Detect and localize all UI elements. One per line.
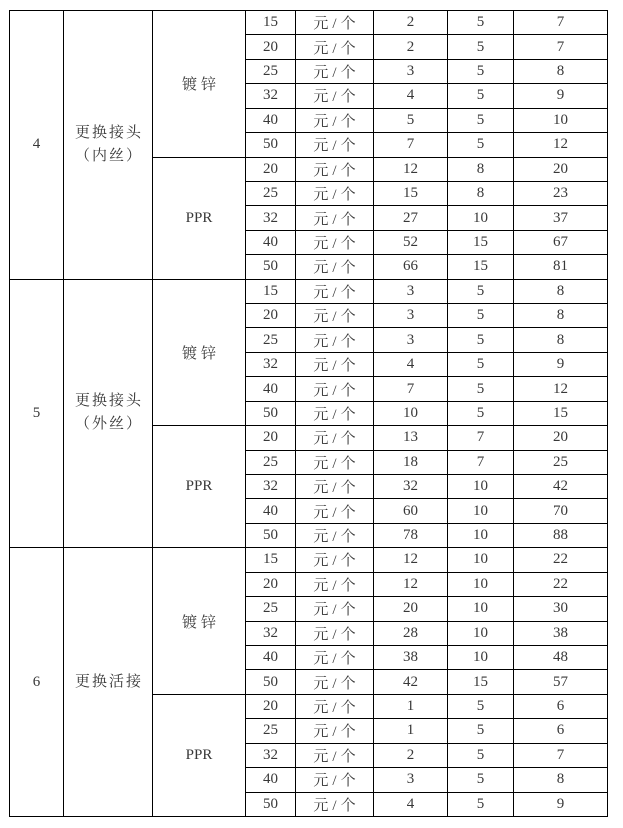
value-cell: 5 (448, 743, 514, 767)
value-cell: 5 (448, 401, 514, 425)
size-cell: 50 (246, 255, 296, 279)
size-cell: 20 (246, 694, 296, 718)
unit-cell: 元/个 (296, 352, 374, 376)
size-cell: 25 (246, 181, 296, 205)
size-cell: 40 (246, 108, 296, 132)
value-cell: 9 (514, 792, 608, 817)
value-cell: 37 (514, 206, 608, 230)
unit-cell: 元/个 (296, 768, 374, 792)
value-cell: 88 (514, 523, 608, 547)
unit-cell: 元/个 (296, 59, 374, 83)
item-name-cell (64, 548, 153, 817)
value-cell: 22 (514, 548, 608, 572)
unit-cell: 元/个 (296, 157, 374, 181)
value-cell: 8 (514, 304, 608, 328)
value-cell: 5 (448, 328, 514, 352)
value-cell: 7 (514, 35, 608, 59)
value-cell: 48 (514, 645, 608, 669)
value-cell: 12 (374, 572, 448, 596)
size-cell: 32 (246, 621, 296, 645)
size-cell: 25 (246, 450, 296, 474)
value-cell: 5 (448, 377, 514, 401)
table-row (10, 548, 608, 572)
value-cell: 5 (374, 108, 448, 132)
unit-cell: 元/个 (296, 377, 374, 401)
value-cell: 70 (514, 499, 608, 523)
unit-cell: 元/个 (296, 328, 374, 352)
size-cell: 40 (246, 499, 296, 523)
value-cell: 2 (374, 743, 448, 767)
price-table (9, 10, 608, 817)
value-cell: 5 (448, 59, 514, 83)
value-cell: 5 (448, 694, 514, 718)
value-cell: 38 (374, 645, 448, 669)
unit-cell: 元/个 (296, 279, 374, 303)
value-cell: 5 (448, 11, 514, 35)
size-cell: 50 (246, 670, 296, 694)
item-name-cell (64, 11, 153, 280)
value-cell: 15 (448, 255, 514, 279)
size-cell: 50 (246, 133, 296, 157)
value-cell: 8 (514, 279, 608, 303)
material-cell: 镀锌 (153, 11, 246, 158)
price-table-body (10, 11, 608, 817)
value-cell: 66 (374, 255, 448, 279)
unit-cell: 元/个 (296, 621, 374, 645)
material-cell: PPR (153, 157, 246, 279)
size-cell: 15 (246, 279, 296, 303)
value-cell: 10 (448, 499, 514, 523)
size-cell: 25 (246, 719, 296, 743)
value-cell: 3 (374, 768, 448, 792)
item-name-line: （外丝） (74, 416, 143, 433)
table-row (10, 279, 608, 303)
value-cell: 27 (374, 206, 448, 230)
value-cell: 8 (514, 768, 608, 792)
material-cell: PPR (153, 694, 246, 816)
value-cell: 3 (374, 279, 448, 303)
value-cell: 10 (374, 401, 448, 425)
size-cell: 20 (246, 572, 296, 596)
value-cell: 10 (448, 645, 514, 669)
item-name-cell (64, 279, 153, 548)
size-cell: 32 (246, 84, 296, 108)
size-cell: 20 (246, 426, 296, 450)
value-cell: 12 (374, 548, 448, 572)
value-cell: 10 (448, 572, 514, 596)
value-cell: 23 (514, 181, 608, 205)
size-cell: 20 (246, 304, 296, 328)
unit-cell: 元/个 (296, 401, 374, 425)
value-cell: 3 (374, 304, 448, 328)
value-cell: 4 (374, 792, 448, 817)
value-cell: 15 (374, 181, 448, 205)
unit-cell: 元/个 (296, 572, 374, 596)
unit-cell: 元/个 (296, 35, 374, 59)
value-cell: 15 (514, 401, 608, 425)
size-cell: 40 (246, 768, 296, 792)
value-cell: 1 (374, 719, 448, 743)
unit-cell: 元/个 (296, 304, 374, 328)
material-cell: 镀锌 (153, 548, 246, 695)
value-cell: 10 (448, 475, 514, 499)
row-number-cell: 5 (10, 279, 64, 548)
size-cell: 32 (246, 743, 296, 767)
unit-cell: 元/个 (296, 597, 374, 621)
value-cell: 15 (448, 670, 514, 694)
value-cell: 8 (514, 59, 608, 83)
unit-cell: 元/个 (296, 108, 374, 132)
value-cell: 6 (514, 694, 608, 718)
value-cell: 5 (448, 35, 514, 59)
unit-cell: 元/个 (296, 206, 374, 230)
size-cell: 20 (246, 157, 296, 181)
value-cell: 20 (374, 597, 448, 621)
value-cell: 22 (514, 572, 608, 596)
value-cell: 10 (448, 597, 514, 621)
size-cell: 40 (246, 230, 296, 254)
unit-cell: 元/个 (296, 719, 374, 743)
value-cell: 7 (514, 11, 608, 35)
value-cell: 7 (374, 133, 448, 157)
value-cell: 81 (514, 255, 608, 279)
value-cell: 25 (514, 450, 608, 474)
value-cell: 7 (448, 426, 514, 450)
value-cell: 15 (448, 230, 514, 254)
material-cell: PPR (153, 426, 246, 548)
unit-cell: 元/个 (296, 645, 374, 669)
value-cell: 5 (448, 792, 514, 817)
item-name-line: 更换接头 (74, 124, 143, 141)
value-cell: 52 (374, 230, 448, 254)
size-cell: 15 (246, 11, 296, 35)
unit-cell: 元/个 (296, 426, 374, 450)
value-cell: 10 (448, 548, 514, 572)
size-cell: 40 (246, 645, 296, 669)
size-cell: 32 (246, 206, 296, 230)
value-cell: 18 (374, 450, 448, 474)
value-cell: 5 (448, 84, 514, 108)
value-cell: 2 (374, 11, 448, 35)
value-cell: 13 (374, 426, 448, 450)
value-cell: 7 (374, 377, 448, 401)
row-number-cell: 4 (10, 11, 64, 280)
value-cell: 78 (374, 523, 448, 547)
material-cell: 镀锌 (153, 279, 246, 426)
unit-cell: 元/个 (296, 792, 374, 817)
value-cell: 5 (448, 279, 514, 303)
row-number-cell: 6 (10, 548, 64, 817)
unit-cell: 元/个 (296, 523, 374, 547)
size-cell: 20 (246, 35, 296, 59)
value-cell: 10 (448, 621, 514, 645)
unit-cell: 元/个 (296, 548, 374, 572)
value-cell: 67 (514, 230, 608, 254)
table-row (10, 11, 608, 35)
size-cell: 50 (246, 523, 296, 547)
value-cell: 42 (374, 670, 448, 694)
value-cell: 4 (374, 352, 448, 376)
value-cell: 1 (374, 694, 448, 718)
value-cell: 12 (374, 157, 448, 181)
unit-cell: 元/个 (296, 255, 374, 279)
value-cell: 10 (448, 206, 514, 230)
unit-cell: 元/个 (296, 499, 374, 523)
value-cell: 60 (374, 499, 448, 523)
size-cell: 32 (246, 352, 296, 376)
value-cell: 10 (448, 523, 514, 547)
value-cell: 30 (514, 597, 608, 621)
value-cell: 10 (514, 108, 608, 132)
item-name-line: 更换活接 (74, 673, 143, 690)
value-cell: 5 (448, 719, 514, 743)
value-cell: 5 (448, 768, 514, 792)
item-name-line: 更换接头 (74, 393, 143, 410)
value-cell: 8 (514, 328, 608, 352)
unit-cell: 元/个 (296, 450, 374, 474)
value-cell: 20 (514, 157, 608, 181)
value-cell: 3 (374, 59, 448, 83)
size-cell: 25 (246, 328, 296, 352)
value-cell: 9 (514, 84, 608, 108)
value-cell: 9 (514, 352, 608, 376)
unit-cell: 元/个 (296, 230, 374, 254)
value-cell: 12 (514, 377, 608, 401)
size-cell: 15 (246, 548, 296, 572)
value-cell: 8 (448, 181, 514, 205)
size-cell: 25 (246, 59, 296, 83)
size-cell: 40 (246, 377, 296, 401)
value-cell: 12 (514, 133, 608, 157)
value-cell: 20 (514, 426, 608, 450)
size-cell: 32 (246, 475, 296, 499)
value-cell: 57 (514, 670, 608, 694)
value-cell: 4 (374, 84, 448, 108)
value-cell: 5 (448, 108, 514, 132)
unit-cell: 元/个 (296, 84, 374, 108)
unit-cell: 元/个 (296, 475, 374, 499)
unit-cell: 元/个 (296, 670, 374, 694)
value-cell: 7 (514, 743, 608, 767)
unit-cell: 元/个 (296, 11, 374, 35)
value-cell: 6 (514, 719, 608, 743)
unit-cell: 元/个 (296, 743, 374, 767)
size-cell: 25 (246, 597, 296, 621)
value-cell: 42 (514, 475, 608, 499)
value-cell: 28 (374, 621, 448, 645)
value-cell: 7 (448, 450, 514, 474)
size-cell: 50 (246, 401, 296, 425)
value-cell: 32 (374, 475, 448, 499)
value-cell: 8 (448, 157, 514, 181)
value-cell: 5 (448, 352, 514, 376)
value-cell: 3 (374, 328, 448, 352)
value-cell: 5 (448, 304, 514, 328)
unit-cell: 元/个 (296, 694, 374, 718)
size-cell: 50 (246, 792, 296, 817)
value-cell: 38 (514, 621, 608, 645)
value-cell: 2 (374, 35, 448, 59)
item-name-line: （内丝） (74, 147, 143, 164)
unit-cell: 元/个 (296, 133, 374, 157)
unit-cell: 元/个 (296, 181, 374, 205)
value-cell: 5 (448, 133, 514, 157)
